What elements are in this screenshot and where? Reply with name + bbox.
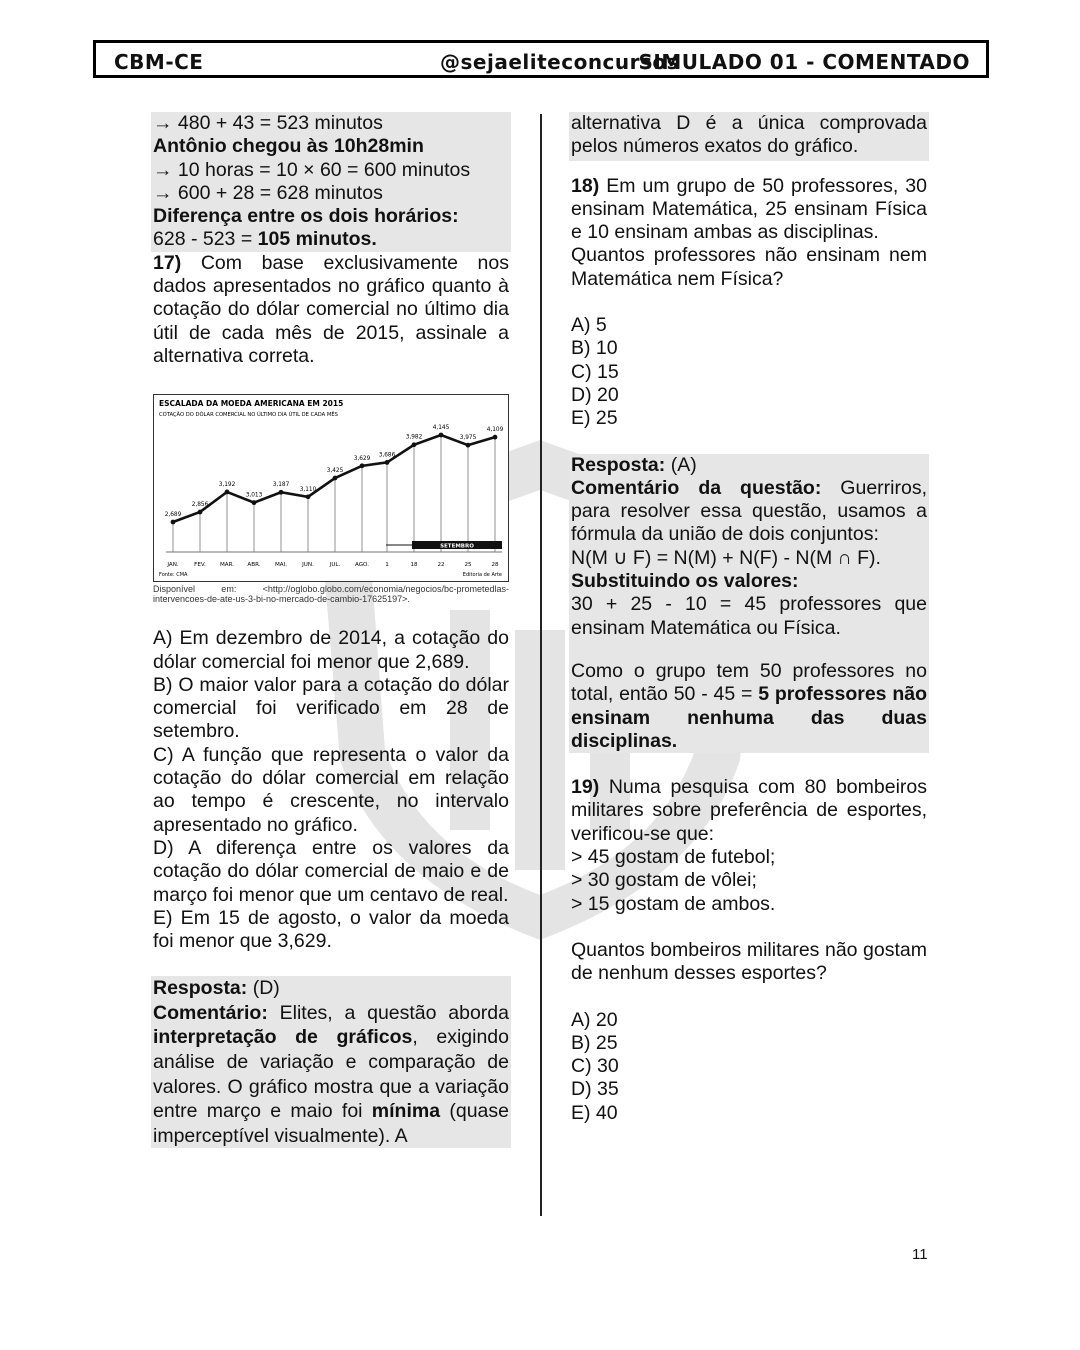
calc-line-3: → 10 horas = 10 × 60 = 600 minutos <box>153 158 471 181</box>
question-17: 17) Com base exclusivamente nos dados apresentados no gráfico quanto à cotação do dólar comercial no último dia útil de cada mês de 2015, assinale a alternativa correta. <box>153 251 509 367</box>
comment-18: Comentário da questão: Guerriros, para resolver essa questão, usamos a fórmula da união de dois conjuntos: <box>571 476 927 546</box>
chart-source-right: Editoria de Arte <box>462 572 502 579</box>
dollar-chart <box>153 394 509 582</box>
chart-tick-label: MAI. <box>274 562 288 569</box>
page-header <box>93 40 989 78</box>
option-18-b: B) 10 <box>571 337 618 360</box>
option-a: A) Em dezembro de 2014, a cotação do dólar comercial foi menor que 2,689. <box>153 627 509 673</box>
chart-canvas <box>154 395 507 580</box>
comment-17-continued: alternativa D é a única comprovada pelos números exatos do gráfico. <box>571 112 927 158</box>
right-column <box>571 112 927 1125</box>
column-divider <box>540 114 542 1216</box>
formula-18: N(M ∪ F) = N(M) + N(F) - N(M ∩ F). <box>571 546 881 569</box>
option-18-d: D) 20 <box>571 383 619 406</box>
chart-data-label: 3,110 <box>299 487 317 494</box>
substitution-text: 30 + 25 - 10 = 45 professores que ensinam Matemática ou Física. <box>571 593 927 639</box>
header-title: SIMULADO 01 - COMENTADO <box>638 50 970 74</box>
chart-data-label: 2,689 <box>164 512 182 519</box>
calc-line-4: → 600 + 28 = 628 minutos <box>153 181 383 204</box>
chart-source-citation: Disponível em: <http://oglobo.globo.com/economia/negocios/bc-prometedlas-intervencoes-de-ate-us-3-bi-no-mercado-de-cambio-17625197>. <box>153 584 509 605</box>
chart-point <box>439 433 444 438</box>
chart-data-label: 3,013 <box>245 492 263 499</box>
q19-item-1: > 45 gostam de futebol; <box>571 846 776 869</box>
options-19 <box>571 1009 927 1125</box>
chart-point <box>385 460 390 465</box>
total-text: Como o grupo tem 50 professores no total, então 50 - 45 = 5 professores não ensinam nenhuma das duas disciplinas. <box>571 659 928 752</box>
chart-point <box>333 476 338 481</box>
chart-point <box>360 464 365 469</box>
option-19-a: A) 20 <box>571 1008 618 1031</box>
chart-point <box>466 443 471 448</box>
chart-data-label: 3,975 <box>459 435 477 442</box>
substitution-label: Substituindo os valores: <box>571 570 799 593</box>
chart-tick-label: MAR. <box>219 562 235 569</box>
header-exam: CBM-CE <box>114 50 204 74</box>
calc-line-6: 628 - 523 = 105 minutos. <box>153 228 377 251</box>
chart-tick-label: AGO. <box>354 562 370 569</box>
chart-data-label: 3,425 <box>326 468 344 475</box>
option-19-d: D) 35 <box>571 1078 619 1101</box>
chart-source-left: Fonte: CMA <box>159 572 188 579</box>
chart-point <box>171 520 176 525</box>
chart-tick-label: 18 <box>410 562 418 569</box>
chart-title: ESCALADA DA MOEDA AMERICANA EM 2015 <box>159 399 344 409</box>
chart-data-label: 3,187 <box>272 482 290 489</box>
option-18-c: C) 15 <box>571 360 619 383</box>
chart-data-label: 3,982 <box>405 435 423 442</box>
option-c: C) A função que representa o valor da cotação do dólar comercial em relação ao tempo é crescente, no intervalo apresentado no gráfico. <box>153 743 509 836</box>
chart-point <box>279 490 284 495</box>
chart-tick-label: 25 <box>464 562 472 569</box>
chart-point <box>493 435 498 440</box>
chart-tick-label: 22 <box>437 562 445 569</box>
september-label: SETEMBRO <box>440 543 474 550</box>
question-19-ask: Quantos bombeiros militares não gostam de nenhum desses esportes? <box>571 938 927 985</box>
header-handle: @sejaeliteconcursos <box>440 50 680 74</box>
chart-tick-label: ABR. <box>247 562 261 569</box>
chart-point <box>252 501 257 506</box>
answer-17: Resposta: (D) <box>153 977 280 1000</box>
q19-item-3: > 15 gostam de ambos. <box>571 892 776 915</box>
chart-data-label: 3,686 <box>378 452 396 459</box>
chart-data-label: 3,629 <box>353 456 371 463</box>
chart-tick-label: JUL. <box>329 562 341 569</box>
chart-data-label: 2,856 <box>191 502 209 509</box>
option-b: B) O maior valor para a cotação do dólar comercial foi verificado em 28 de setembro. <box>153 673 509 743</box>
calc-line-2: Antônio chegou às 10h28min <box>153 135 424 158</box>
chart-subtitle: COTAÇÃO DO DÓLAR COMERCIAL NO ÚLTIMO DIA ÚTIL DE CADA MÊS <box>159 412 338 419</box>
chart-tick-label: JUN. <box>302 562 314 569</box>
chart-point <box>306 495 311 500</box>
chart-data-label: 4,145 <box>432 425 450 432</box>
option-18-a: A) 5 <box>571 314 607 337</box>
option-18-e: E) 25 <box>571 407 618 430</box>
option-19-e: E) 40 <box>571 1101 618 1124</box>
q19-item-2: > 30 gostam de vôlei; <box>571 869 757 892</box>
chart-tick-label: 28 <box>491 562 499 569</box>
option-e: E) Em 15 de agosto, o valor da moeda foi menor que 3,629. <box>153 906 509 953</box>
calc-line-1: → 480 + 43 = 523 minutos <box>153 112 383 134</box>
option-19-b: B) 25 <box>571 1031 618 1054</box>
left-column <box>153 112 509 1148</box>
page-number: 11 <box>912 1246 928 1263</box>
options-18 <box>571 314 927 430</box>
question-19: 19) Numa pesquisa com 80 bombeiros militares sobre preferência de esportes, verificou-se que: <box>571 776 927 845</box>
chart-data-label: 4,109 <box>486 427 504 434</box>
option-d: D) A diferença entre os valores da cotação do dólar comercial de maio e de março foi menor que um centavo de real. <box>153 836 509 906</box>
answer-18: Resposta: (A) <box>571 453 697 476</box>
chart-point <box>225 490 230 495</box>
calc-line-5: Diferença entre os dois horários: <box>153 205 459 228</box>
question-18-ask: Quantos professores não ensinam nem Matemática nem Física? <box>571 244 927 290</box>
chart-point <box>198 510 203 515</box>
question-18: 18) Em um grupo de 50 professores, 30 ensinam Matemática, 25 ensinam Física e 10 ensinam ambas as disciplinas. <box>571 174 927 244</box>
comment-17: Comentário: Elites, a questão aborda interpretação de gráficos, exigindo análise de variação e comparação de valores. O gráfico mostra que a variação entre março e maio foi mínima (quase imperceptível visualmente). A <box>153 1001 509 1147</box>
chart-tick-label: FEV. <box>194 562 206 569</box>
chart-tick-label: 1 <box>385 562 389 569</box>
chart-tick-label: JAN. <box>167 562 179 569</box>
option-19-c: C) 30 <box>571 1055 619 1078</box>
chart-point <box>412 443 417 448</box>
chart-data-label: 3,192 <box>218 482 236 489</box>
